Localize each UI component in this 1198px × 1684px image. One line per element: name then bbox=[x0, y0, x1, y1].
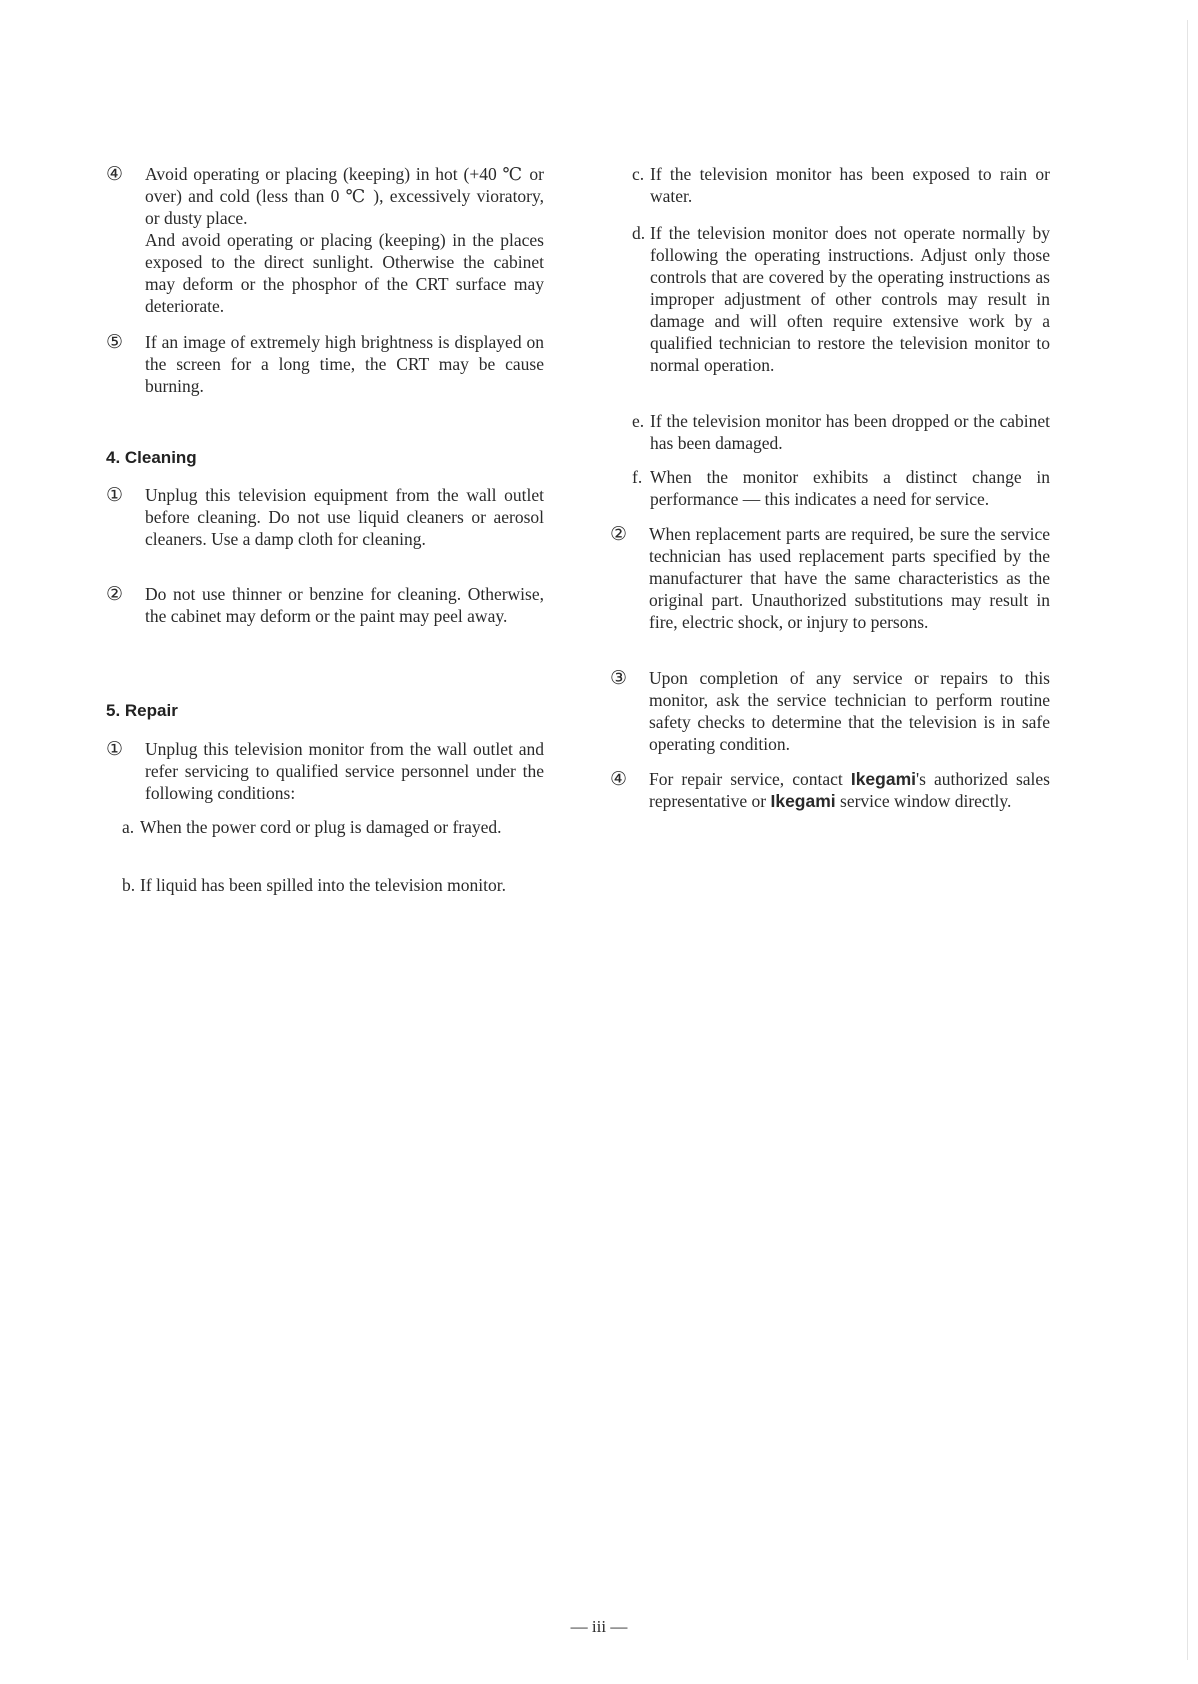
item-marker: ① bbox=[106, 738, 124, 760]
brand-name: Ikegami bbox=[770, 791, 836, 811]
list-item bbox=[106, 738, 544, 804]
section-heading-cleaning: 4. Cleaning bbox=[106, 448, 197, 467]
item-marker: f. bbox=[632, 467, 643, 487]
sub-list-item bbox=[632, 410, 1050, 454]
sub-list-item bbox=[122, 816, 544, 838]
paragraph: When replacement parts are required, be sure the service technician has used replacement parts specified by the manufacturer that have the same characteristics as the original part. Unauthorized substitutions may result in fire, electric shock, or injury to persons. bbox=[649, 524, 1050, 632]
paragraph: Avoid operating or placing (keeping) in hot (+40 ℃ or over) and cold (less than 0 ℃ ), excessively vioratory, or dusty place. bbox=[145, 164, 544, 228]
item-marker: ④ bbox=[610, 768, 628, 790]
paragraph: Unplug this television equipment from the wall outlet before cleaning. Do not use liquid cleaners or aerosol cleaners. Use a damp cloth for cleaning. bbox=[145, 485, 544, 549]
item-marker: ④ bbox=[106, 163, 124, 185]
item-marker: b. bbox=[122, 875, 136, 895]
item-marker: c. bbox=[632, 164, 645, 184]
text-run: For repair service, contact bbox=[649, 769, 851, 789]
paragraph: Unplug this television monitor from the wall outlet and refer servicing to qualified service personnel under the following conditions: bbox=[145, 739, 544, 803]
list-item bbox=[610, 667, 1050, 755]
paragraph: If the television monitor has been exposed to rain or water. bbox=[650, 164, 1050, 206]
sub-list-item bbox=[632, 466, 1050, 510]
item-marker: ⑤ bbox=[106, 331, 124, 353]
list-item bbox=[106, 583, 544, 627]
paragraph: If an image of extremely high brightness is displayed on the screen for a long time, the CRT may be cause burning. bbox=[145, 332, 544, 396]
list-item bbox=[106, 484, 544, 550]
paragraph: If the television monitor has been dropped or the cabinet has been damaged. bbox=[650, 411, 1050, 453]
page-number: — iii — bbox=[570, 1617, 628, 1636]
list-item bbox=[106, 331, 544, 397]
paragraph: If the television monitor does not operate normally by following the operating instructions. Adjust only those controls that are covered by the operating instructions as improper adjustment of other controls may result in damage and will often require extensive work by a qualified technician to restore the television monitor to normal operation. bbox=[650, 223, 1050, 375]
item-marker: ③ bbox=[610, 667, 628, 689]
list-item bbox=[610, 523, 1050, 633]
paragraph: Do not use thinner or benzine for cleaning. Otherwise, the cabinet may deform or the paint may peel away. bbox=[145, 584, 544, 626]
sub-list-item bbox=[632, 222, 1050, 376]
paragraph: Upon completion of any service or repairs to this monitor, ask the service technician to perform routine safety checks to determine that the television is in safe operating condition. bbox=[649, 668, 1050, 754]
section-heading-repair: 5. Repair bbox=[106, 701, 178, 720]
list-item bbox=[610, 768, 1050, 812]
list-item bbox=[106, 163, 544, 317]
brand-name: Ikegami bbox=[850, 769, 917, 789]
scan-edge-divider bbox=[1187, 20, 1188, 1660]
paragraph: When the monitor exhibits a distinct change in performance — this indicates a need for service. bbox=[650, 467, 1050, 509]
item-marker: d. bbox=[632, 223, 646, 243]
item-marker: a. bbox=[122, 817, 135, 837]
paragraph: And avoid operating or placing (keeping) in the places exposed to the direct sunlight. Otherwise the cabinet may deform or the phosphor of the CRT surface may deteriorate. bbox=[145, 230, 544, 316]
text-run: 's authorized sales representative or bbox=[649, 769, 1050, 811]
paragraph bbox=[649, 768, 1050, 812]
text-run: service window directly. bbox=[835, 791, 1012, 811]
paragraph: If liquid has been spilled into the television monitor. bbox=[140, 875, 506, 895]
paragraph: When the power cord or plug is damaged or frayed. bbox=[140, 817, 502, 837]
sub-list-item bbox=[632, 163, 1050, 207]
item-marker: ② bbox=[610, 523, 628, 545]
item-marker: ② bbox=[106, 583, 124, 605]
item-marker: e. bbox=[632, 411, 645, 431]
item-marker: ① bbox=[106, 484, 124, 506]
sub-list-item bbox=[122, 874, 544, 896]
